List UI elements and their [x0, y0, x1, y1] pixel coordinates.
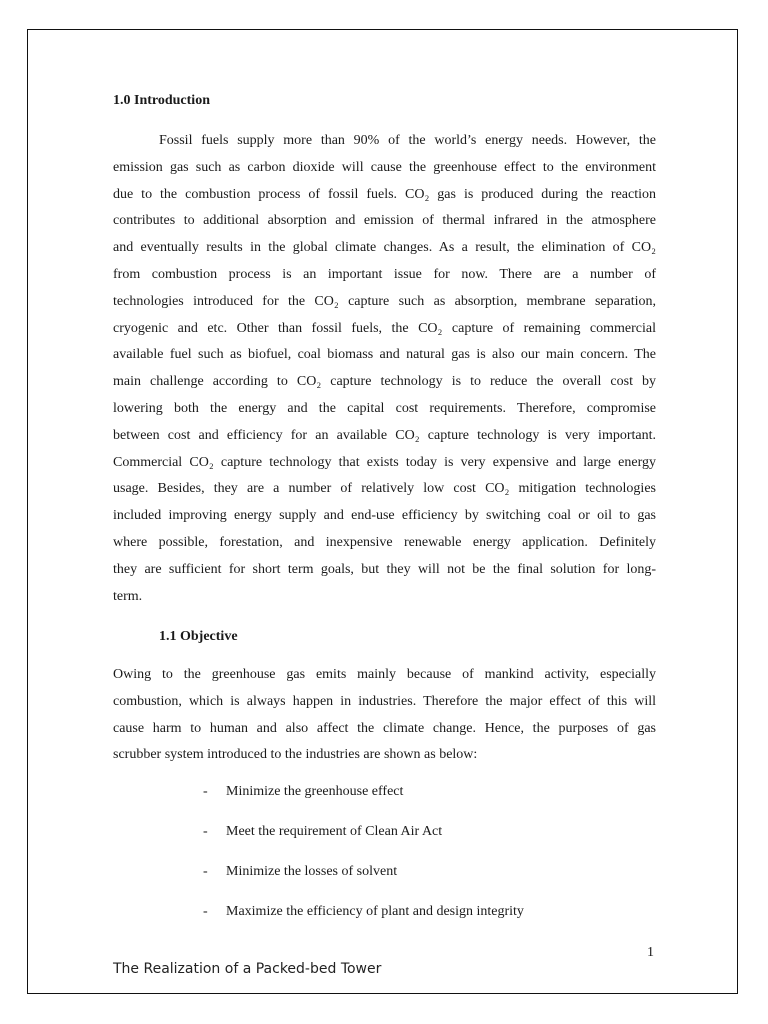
bullet-dash: - — [203, 784, 208, 799]
objective-line: Owing to the greenhouse gas emits mainly because of mankind activity, especially — [113, 667, 656, 682]
intro-line: emission gas such as carbon dioxide will cause the greenhouse effect to the environment — [113, 159, 656, 175]
page-number: 1 — [647, 945, 654, 960]
intro-line: Commercial CO₂ capture technology that exists today is very expensive and large energy — [113, 454, 656, 470]
intro-line: and eventually results in the global climate changes. As a result, the elimination of CO₂ — [113, 240, 656, 256]
list-item — [203, 782, 524, 822]
list-item-text: Maximize the efficiency of plant and design integrity — [226, 904, 524, 919]
intro-line: from combustion process is an important issue for now. There are a number of — [113, 266, 656, 282]
objective-line: scrubber system introduced to the industries are shown as below: — [113, 747, 478, 763]
intro-line: due to the combustion process of fossil fuels. CO₂ gas is produced during the reaction — [113, 186, 656, 202]
bullet-dash: - — [203, 824, 208, 839]
objective-list — [203, 782, 524, 942]
intro-line: Fossil fuels supply more than 90% of the world’s energy needs. However, the — [159, 133, 656, 148]
intro-line: term. — [113, 588, 143, 604]
objective-paragraph — [113, 662, 656, 769]
section-heading: 1.0 Introduction — [113, 93, 210, 108]
bullet-dash: - — [203, 864, 208, 879]
intro-line: contributes to additional absorption and emission of thermal infrared in the atmosphere — [113, 213, 656, 229]
intro-line: technologies introduced for the CO₂ capture such as absorption, membrane separation, — [113, 293, 656, 309]
intro-line: main challenge according to CO₂ capture technology is to reduce the overall cost by — [113, 374, 656, 390]
footer-title: The Realization of a Packed-bed Tower — [113, 961, 382, 977]
objective-line: combustion, which is always happen in industries. Therefore the major effect of this will — [113, 693, 656, 709]
list-item-text: Minimize the greenhouse effect — [226, 784, 404, 799]
list-item-text: Meet the requirement of Clean Air Act — [226, 824, 443, 839]
list-item — [203, 902, 524, 942]
intro-paragraph — [113, 128, 656, 610]
intro-line: between cost and efficiency for an available CO₂ capture technology is very important. — [113, 427, 656, 443]
document-body — [113, 86, 656, 919]
bullet-dash: - — [203, 904, 208, 919]
intro-line: included improving energy supply and end-use efficiency by switching coal or oil to gas — [113, 508, 656, 524]
objective-line: cause harm to human and also affect the climate change. Hence, the purposes of gas — [113, 720, 656, 736]
list-item — [203, 862, 524, 902]
intro-line: usage. Besides, they are a number of relatively low cost CO₂ mitigation technologies — [113, 481, 656, 497]
intro-line: they are sufficient for short term goals, but they will not be the final solution for long- — [113, 561, 656, 577]
list-item — [203, 822, 524, 862]
intro-line: lowering both the energy and the capital cost requirements. Therefore, compromise — [113, 400, 656, 416]
intro-line: available fuel such as biofuel, coal biomass and natural gas is also our main concern. The — [113, 347, 656, 363]
intro-line: where possible, forestation, and inexpensive renewable energy application. Definitely — [113, 534, 656, 550]
list-item-text: Minimize the losses of solvent — [226, 864, 398, 879]
subsection-heading: 1.1 Objective — [159, 629, 238, 644]
intro-line: cryogenic and etc. Other than fossil fuels, the CO₂ capture of remaining commercial — [113, 320, 656, 336]
